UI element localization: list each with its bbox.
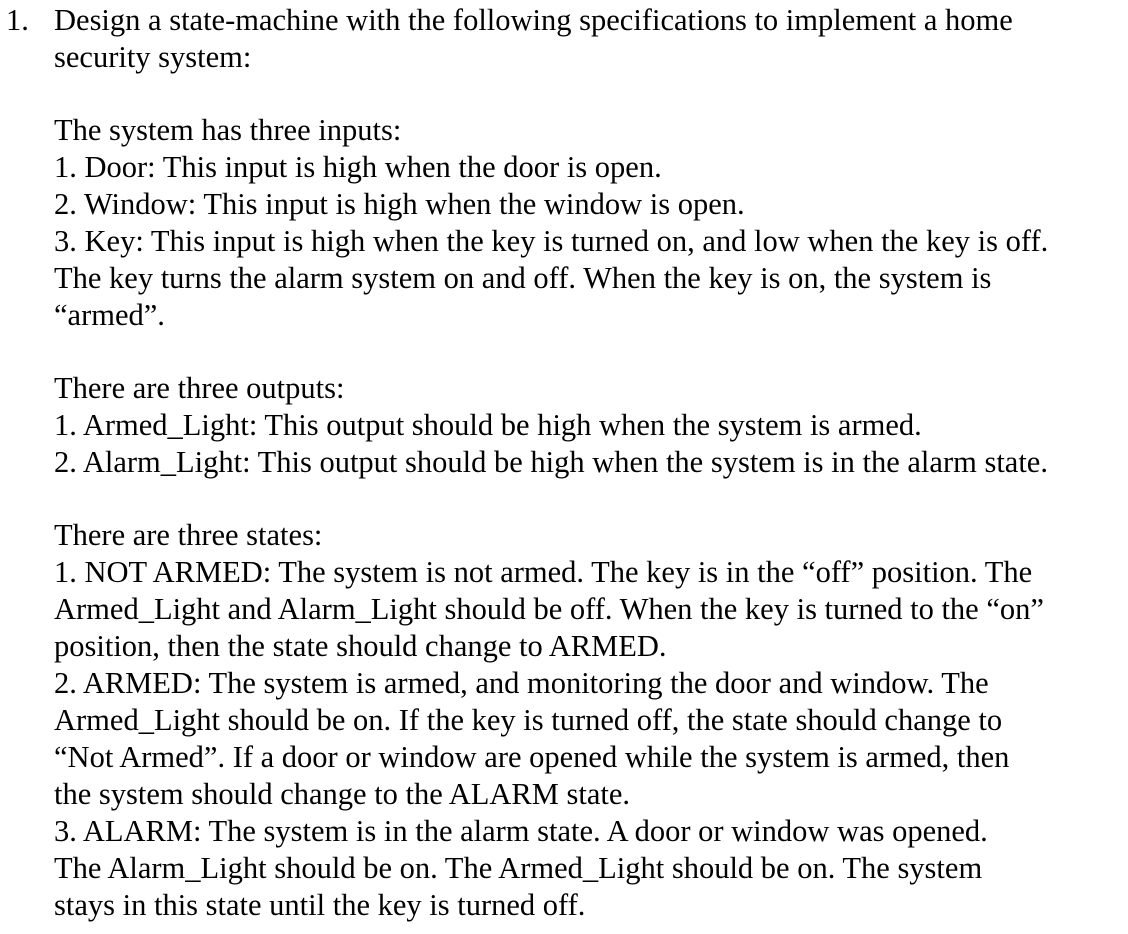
problem-number: 1. xyxy=(6,3,29,37)
input-key: 3. Key: This input is high when the key is turned on, and low when the key is off. xyxy=(54,224,1049,258)
state-armed: “Not Armed”. If a door or window are opened while the system is armed, then xyxy=(54,740,1010,774)
input-key-description: The key turns the alarm system on and off. When the key is on, the system is xyxy=(54,261,992,295)
state-armed: Armed_Light should be on. If the key is turned off, the state should change to xyxy=(54,703,1003,737)
intro-paragraph xyxy=(54,2,1116,76)
input-window: 2. Window: This input is high when the window is open. xyxy=(54,187,745,221)
states-section xyxy=(54,517,1116,924)
state-armed: the system should change to the ALARM state. xyxy=(54,777,631,811)
problem-body xyxy=(54,2,1116,924)
state-not-armed: Armed_Light and Alarm_Light should be off. When the key is turned to the “on” xyxy=(54,592,1044,626)
inputs-heading: The system has three inputs: xyxy=(54,113,402,147)
state-not-armed: 1. NOT ARMED: The system is not armed. The key is in the “off” position. The xyxy=(54,555,1033,589)
states-heading: There are three states: xyxy=(54,518,323,552)
intro-line: security system: xyxy=(54,40,252,74)
state-armed: 2. ARMED: The system is armed, and monitoring the door and window. The xyxy=(54,666,989,700)
state-not-armed: position, then the state should change to ARMED. xyxy=(54,629,667,663)
input-key-description: “armed”. xyxy=(54,298,165,332)
outputs-section xyxy=(54,370,1116,481)
output-armed-light: 1. Armed_Light: This output should be high when the system is armed. xyxy=(54,408,922,442)
state-alarm: The Alarm_Light should be on. The Armed_Light should be on. The system xyxy=(54,851,983,885)
output-alarm-light: 2. Alarm_Light: This output should be high when the system is in the alarm state. xyxy=(54,445,1048,479)
state-alarm: 3. ALARM: The system is in the alarm state. A door or window was opened. xyxy=(54,814,988,848)
inputs-section xyxy=(54,112,1116,334)
intro-line: Design a state-machine with the following specifications to implement a home xyxy=(54,3,1013,37)
input-door: 1. Door: This input is high when the door is open. xyxy=(54,150,662,184)
problem-1 xyxy=(6,2,1116,924)
state-alarm: stays in this state until the key is turned off. xyxy=(54,888,586,922)
outputs-heading: There are three outputs: xyxy=(54,371,345,405)
